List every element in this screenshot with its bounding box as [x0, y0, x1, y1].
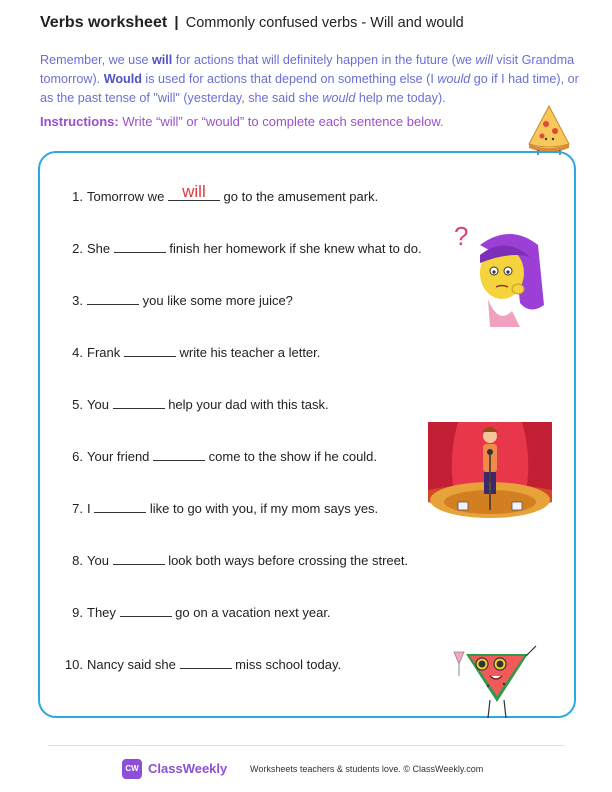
watermelon-illustration	[448, 636, 544, 720]
classweekly-logo: CW	[122, 759, 142, 779]
footer-divider	[48, 745, 564, 746]
singer-stage-illustration	[428, 422, 552, 520]
svg-text:?: ?	[454, 221, 469, 251]
answer-blank[interactable]	[87, 294, 139, 305]
sentence-item-6	[67, 449, 377, 464]
intro-text: help me today).	[355, 91, 446, 105]
sentence-after: help your dad with this task.	[168, 397, 329, 412]
intro-will-italic: will	[475, 53, 493, 67]
answer-blank[interactable]	[153, 450, 205, 461]
sentence-before: Frank	[87, 345, 121, 360]
sentence-after: finish her homework if she knew what to do.	[169, 241, 422, 256]
sentence-after: look both ways before crossing the street.	[168, 553, 409, 568]
sentence-after: go on a vacation next year.	[175, 605, 331, 620]
sentence-item-10	[60, 657, 341, 672]
item-number: 1.	[72, 189, 83, 204]
instructions	[40, 114, 444, 129]
answer-blank[interactable]	[113, 554, 165, 565]
answer-blank[interactable]	[180, 658, 232, 669]
sentence-item-1	[67, 182, 379, 204]
sentence-before: Nancy said she	[87, 657, 176, 672]
worksheet-title: Verbs worksheet	[40, 14, 168, 31]
sentence-item-8	[67, 553, 408, 568]
brand-name: ClassWeekly	[148, 761, 228, 776]
item-number: 5.	[72, 397, 83, 412]
sentence-after: go to the amusement park.	[223, 189, 379, 204]
intro-text: for actions that will definitely happen in the future (we	[172, 53, 476, 67]
worksheet-subtitle: Commonly confused verbs - Will and would	[185, 15, 464, 31]
item-number: 4.	[72, 345, 83, 360]
instructions-label: Instructions:	[40, 114, 119, 129]
answer-blank[interactable]	[113, 398, 165, 409]
answer-text: will	[182, 182, 206, 201]
sentence-after: you like some more juice?	[142, 293, 293, 308]
item-number: 10.	[64, 657, 83, 672]
intro-would-italic: would	[322, 91, 356, 105]
sentence-before: I	[87, 501, 91, 516]
item-number: 6.	[72, 449, 83, 464]
title-separator: |	[174, 14, 179, 31]
sentence-after: like to go with you, if my mom says yes.	[149, 501, 379, 516]
sentence-before: You	[87, 553, 109, 568]
sentence-after: write his teacher a letter.	[179, 345, 321, 360]
intro-text: visit Grandma tomorrow).	[40, 53, 575, 86]
answer-blank[interactable]	[94, 502, 146, 513]
sentence-after: miss school today.	[235, 657, 342, 672]
intro-paragraph	[40, 51, 580, 108]
sentence-item-5	[67, 397, 329, 412]
sentence-item-3	[67, 293, 293, 308]
sentence-after: come to the show if he could.	[208, 449, 378, 464]
item-number: 3.	[72, 293, 83, 308]
sentence-item-9	[67, 605, 331, 620]
sentence-before: Tomorrow we	[87, 189, 165, 204]
footer-tagline: Worksheets teachers & students love. © ClassWeekly.com	[250, 764, 484, 774]
intro-will: will	[152, 53, 173, 67]
intro-would-italic: would	[437, 72, 471, 86]
item-number: 2.	[72, 241, 83, 256]
item-number: 9.	[72, 605, 83, 620]
sentence-item-7	[67, 501, 378, 516]
sentence-before: You	[87, 397, 109, 412]
answer-blank[interactable]	[168, 182, 220, 201]
confused-girl-illustration	[450, 215, 550, 330]
intro-would: Would	[103, 72, 142, 86]
intro-text: Remember, we use	[40, 53, 152, 67]
answer-blank[interactable]	[120, 606, 172, 617]
intro-text: is used for actions that depend on something else (I	[141, 72, 438, 86]
answer-blank[interactable]	[114, 242, 166, 253]
sentence-item-4	[67, 345, 320, 360]
sentence-before: They	[87, 605, 116, 620]
item-number: 8.	[72, 553, 83, 568]
intro-text: go if I had time), or as the past tense of "will" (yesterday, she said she	[40, 72, 579, 105]
sentence-item-2	[67, 241, 422, 256]
page-header	[40, 14, 464, 32]
sentence-before: Your friend	[87, 449, 150, 464]
answer-blank[interactable]	[124, 346, 176, 357]
instructions-text: Write “will” or “would” to complete each sentence below.	[118, 114, 444, 129]
pizza-slice-illustration	[524, 104, 574, 156]
sentence-before: She	[87, 241, 111, 256]
item-number: 7.	[72, 501, 83, 516]
